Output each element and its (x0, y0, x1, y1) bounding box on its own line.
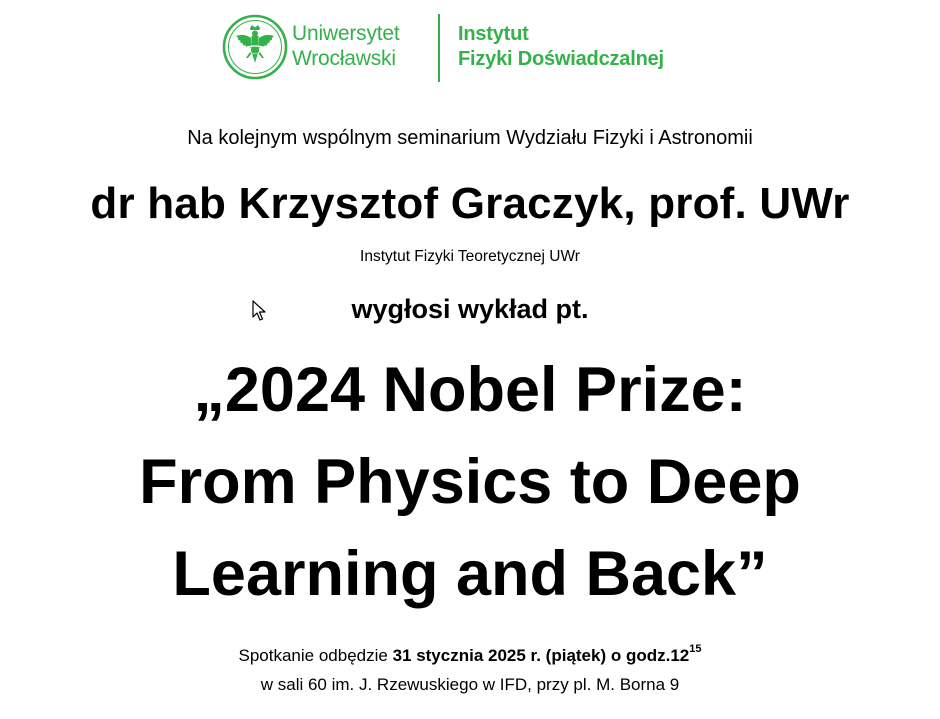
talk-title-line: From Physics to Deep (139, 447, 801, 517)
university-name-line2: Wrocławski (292, 47, 396, 70)
announcement-text: wygłosi wykład pt. (351, 294, 589, 324)
talk-title-line: Learning and Back” (172, 539, 768, 609)
intro-text: Na kolejnym wspólnym seminarium Wydziału Fizyki i Astronomii (187, 127, 753, 149)
talk-title-line: „2024 Nobel Prize: (193, 355, 747, 425)
meeting-prefix: Spotkanie odbędzie (238, 646, 393, 665)
eagle-emblem-icon (222, 14, 288, 80)
institute-name-line2: Fizyki Doświadczalnej (458, 48, 664, 70)
university-name (292, 21, 432, 71)
header-divider (438, 14, 440, 82)
institute-name-line1: Instytut (458, 23, 529, 45)
header (222, 14, 742, 82)
speaker-affiliation: Instytut Fizyki Teoretycznej UWr (360, 248, 580, 265)
speaker-name: dr hab Krzysztof Graczyk, prof. UWr (90, 179, 850, 228)
institute-name (458, 22, 718, 72)
talk-title (0, 344, 940, 620)
meeting-date: 31 stycznia 2025 r. (piątek) o godz.12 (392, 646, 690, 665)
university-name-line1: Uniwersytet (292, 22, 400, 45)
venue-info: w sali 60 im. J. Rzewuskiego w IFD, przy pl. M. Borna 9 (260, 675, 680, 694)
meeting-info (0, 643, 940, 666)
meeting-time-minutes: 15 (689, 643, 702, 656)
mouse-pointer-icon (252, 300, 266, 322)
